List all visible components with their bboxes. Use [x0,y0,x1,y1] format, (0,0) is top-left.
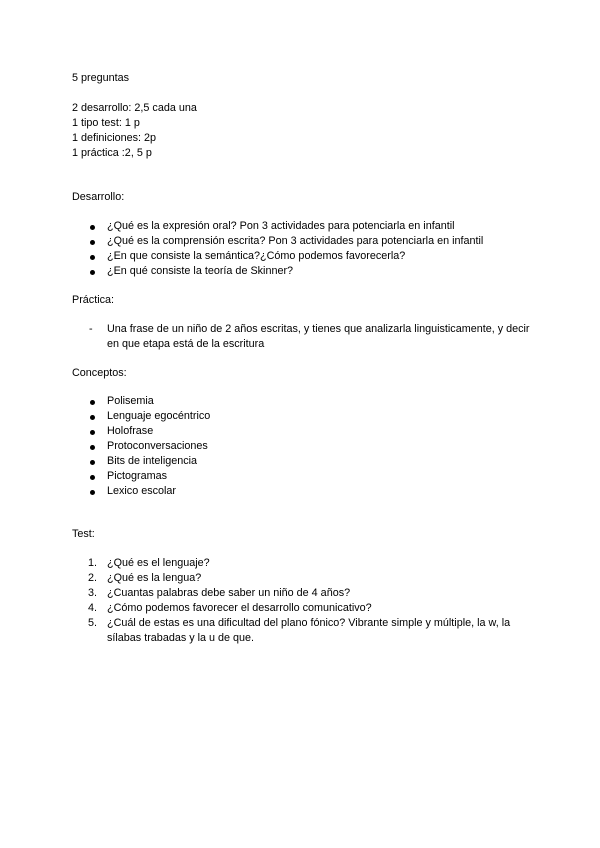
bullet-icon [90,475,95,480]
list-item: Una frase de un niño de 2 años escritas, y tienes que analizarla linguisticamente, y decir en que etapa está de la escritura [107,323,530,350]
list-number: 5. [88,617,98,629]
list-number: 3. [88,587,98,599]
desarrollo-heading: Desarrollo: [72,191,125,203]
dash-marker: - [89,323,93,335]
test-heading: Test: [72,528,95,540]
document-title: 5 preguntas [72,72,130,84]
bullet-icon [90,460,95,465]
bullet-icon [90,225,95,230]
bullet-icon [90,400,95,405]
list-item: ¿Cuantas palabras debe saber un niño de 4 años? [107,587,351,599]
list-item: Lenguaje egocéntrico [107,410,211,422]
list-item: ¿Cómo podemos favorecer el desarrollo comunicativo? [107,602,372,614]
scoring-line: 1 práctica :2, 5 p [72,147,152,159]
bullet-icon [90,255,95,260]
bullet-icon [90,490,95,495]
scoring-line: 1 tipo test: 1 p [72,117,140,129]
list-number: 2. [88,572,98,584]
list-item: Bits de inteligencia [107,455,198,467]
list-item: Protoconversaciones [107,440,208,452]
list-number: 4. [88,602,98,614]
bullet-icon [90,430,95,435]
list-item: Lexico escolar [107,485,177,497]
list-item: ¿En qué consiste la teoría de Skinner? [107,265,294,277]
list-item: ¿Cuál de estas es una dificultad del plano fónico? Vibrante simple y múltiple, la w, la sílabas trabadas y la u de que. [107,617,511,644]
practica-heading: Práctica: [72,294,115,306]
list-item: Polisemia [107,395,154,407]
list-item: ¿Qué es la lengua? [107,572,202,584]
conceptos-heading: Conceptos: [72,367,127,379]
scoring-line: 1 definiciones: 2p [72,132,157,144]
list-number: 1. [88,557,98,569]
list-item: ¿Qué es el lenguaje? [107,557,210,569]
list-item: Pictogramas [107,470,168,482]
bullet-icon [90,445,95,450]
list-item: ¿En que consiste la semántica?¿Cómo podemos favorecerla? [107,250,406,262]
bullet-icon [90,270,95,275]
scoring-line: 2 desarrollo: 2,5 cada una [72,102,197,114]
list-item: ¿Qué es la comprensión escrita? Pon 3 actividades para potenciarla en infantil [107,235,484,247]
list-item: Holofrase [107,425,154,437]
bullet-icon [90,240,95,245]
list-item: ¿Qué es la expresión oral? Pon 3 actividades para potenciarla en infantil [107,220,455,232]
bullet-icon [90,415,95,420]
